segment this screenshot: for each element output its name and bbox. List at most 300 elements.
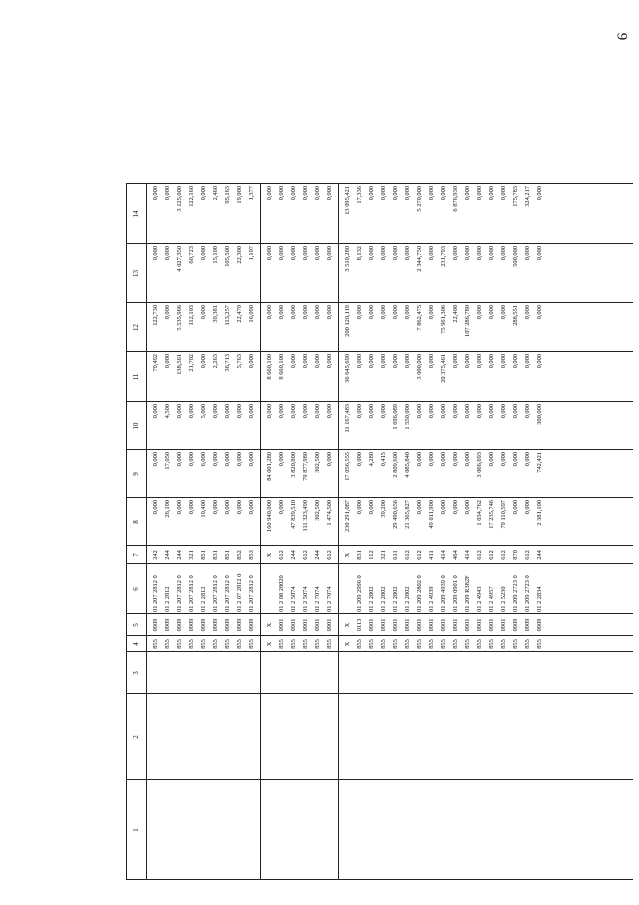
row-divider [338,184,339,880]
column-header: 4 [132,642,140,646]
code-cell: 01 209 2723 0 [524,575,531,612]
value-cell: 0,000 [404,246,411,261]
code-cell: X [344,622,351,628]
column-divider [126,302,633,303]
value-cell: 0,000 [248,500,255,515]
code-cell: 01 2 4943 [476,586,483,612]
column-divider [126,351,633,352]
value-cell: 0,000 [290,404,297,419]
code-cell: 855 [248,639,255,649]
column-header: 10 [132,422,140,430]
value-cell: 0,000 [278,404,285,419]
code-cell: 0909 [524,618,531,632]
value-cell: 231,793 [440,246,447,267]
value-cell: 0,000 [326,452,333,467]
value-cell: 21 365,827 [404,500,411,529]
value-cell: 0,000 [392,305,399,320]
value-cell: 0,000 [212,500,219,515]
value-cell: 95,163 [224,186,231,204]
value-cell: 0,000 [176,404,183,419]
value-cell: 39,381 [212,305,219,323]
value-cell: 300,000 [536,404,543,425]
column-header: 5 [132,623,140,627]
value-cell: 0,000 [368,305,375,320]
value-cell: 0,000 [428,354,435,369]
code-cell: 244 [536,550,543,560]
value-cell: 11 167,483 [344,404,351,433]
code-cell: 01 2 08 28020 [278,575,285,612]
value-cell: 175,783 [512,186,519,207]
value-cell: 0,000 [224,452,231,467]
code-cell: 01 2 07 2812 0 [236,573,243,612]
value-cell: 2 344,750 [416,246,423,272]
value-cell: 17,050 [164,452,171,470]
value-cell: 113,257 [224,305,231,326]
value-cell: 0,000 [404,186,411,201]
value-cell: 0,000 [500,246,507,261]
value-cell: 0,000 [224,404,231,419]
value-cell: 0,000 [500,452,507,467]
value-cell: 0,000 [536,186,543,201]
value-cell: 0,000 [512,404,519,419]
code-cell: 831 [212,550,219,560]
column-divider [126,879,633,880]
code-cell: 855 [500,639,507,649]
code-cell: X [266,622,273,628]
value-cell: 79,492 [152,354,159,372]
code-cell: 855 [440,639,447,649]
code-cell: 851 [200,550,207,560]
code-cell: 321 [380,550,387,560]
value-cell: 500,000 [512,246,519,267]
code-cell: 01 209 2723 0 [512,575,519,612]
code-cell: 855 [278,639,285,649]
value-cell: 0,000 [164,305,171,320]
value-cell: 0,000 [452,354,459,369]
value-cell: 0,000 [200,186,207,201]
code-cell: 855 [314,639,321,649]
value-cell: 0,000 [278,500,285,515]
code-cell: 414 [440,550,447,560]
column-divider [126,651,633,652]
code-cell: 01 2 5074 [290,586,297,612]
column-header: 8 [132,520,140,524]
value-cell: 0,000 [200,305,207,320]
code-cell: 612 [476,550,483,560]
value-cell: 0,000 [428,452,435,467]
code-cell: 01 209 R382F [464,575,471,612]
code-cell: 0909 [248,618,255,632]
code-cell: 0901 [368,618,375,632]
value-cell: 0,000 [200,354,207,369]
code-cell: 853 [248,550,255,560]
value-cell: 75 961,306 [440,305,447,334]
value-cell: 0,000 [302,305,309,320]
code-cell: 01 2 2802 [380,586,387,612]
column-divider [126,635,633,636]
value-cell: 0,000 [152,404,159,419]
value-cell: 0,000 [188,500,195,515]
code-cell: 01 207 2812 0 [152,575,159,612]
value-cell: 0,000 [302,246,309,261]
value-cell: 0,000 [380,186,387,201]
code-cell: 0901 [488,618,495,632]
code-cell: 0909 [236,618,243,632]
value-cell: 0,000 [278,452,285,467]
page-number: 9 [613,32,630,41]
value-cell: 0,000 [248,404,255,419]
code-cell: 01 209 0901 0 [452,575,459,612]
code-cell: 464 [452,550,459,560]
value-cell: 0,000 [326,305,333,320]
value-cell: 0,000 [266,404,273,419]
code-cell: 855 [416,639,423,649]
value-cell: 0,000 [356,500,363,515]
code-cell: 855 [236,639,243,649]
code-cell: 855 [524,639,531,649]
code-cell: 851 [224,550,231,560]
code-cell: 855 [356,639,363,649]
value-cell: 4 085,840 [404,452,411,478]
code-cell: 0901 [326,618,333,632]
value-cell: 0,000 [488,186,495,201]
value-cell: 0,000 [356,305,363,320]
code-cell: 855 [452,639,459,649]
value-cell: 21,702 [188,354,195,372]
code-cell: 0901 [500,618,507,632]
value-cell: 105,500 [224,246,231,267]
value-cell: 0,000 [392,246,399,261]
value-cell: 17 056,555 [344,452,351,481]
code-cell: 855 [212,639,219,649]
value-cell: 0,000 [500,305,507,320]
value-cell: 0,000 [524,452,531,467]
column-divider [126,563,633,564]
value-cell: 302,500 [314,500,321,521]
code-cell: X [266,552,273,558]
column-header: 14 [132,210,140,218]
code-cell: 0901 [278,618,285,632]
value-cell: 0,000 [266,246,273,261]
value-cell: 138,561 [176,354,183,375]
code-cell: 0909 [200,618,207,632]
value-cell: 20 375,461 [440,354,447,383]
value-cell: 13 095,421 [344,186,351,215]
value-cell: 0,000 [356,354,363,369]
value-cell: 0,000 [380,354,387,369]
value-cell: 29 490,656 [392,500,399,529]
value-cell: 0,000 [368,246,375,261]
value-cell: 0,000 [524,246,531,261]
value-cell: 0,000 [452,404,459,419]
code-cell: 01 209 2802 0 [416,575,423,612]
value-cell: 0,000 [380,246,387,261]
value-cell: 4 027,350 [176,246,183,272]
value-cell: 230 291,087 [344,500,351,532]
value-cell: 0,000 [452,500,459,515]
column-divider [126,779,633,780]
value-cell: 0,000 [500,186,507,201]
value-cell: 0,000 [224,500,231,515]
value-cell: 79 110,597 [500,500,507,529]
code-cell: 612 [278,550,285,560]
code-cell: 244 [314,550,321,560]
value-cell: 0,000 [302,186,309,201]
code-cell: 01 2 4957 [488,586,495,612]
code-cell: 244 [290,550,297,560]
code-cell: 0901 [404,618,411,632]
value-cell: 16,090 [248,305,255,323]
value-cell: 4,500 [164,404,171,419]
column-header: 11 [132,373,140,381]
code-cell: 0901 [380,618,387,632]
value-cell: 0,000 [512,452,519,467]
code-cell: 01 207 2812 0 [176,575,183,612]
value-cell: 19,000 [236,186,243,204]
value-cell: 160 940,000 [266,500,273,532]
value-cell: 0,000 [326,404,333,419]
value-cell: 6 876,930 [452,186,459,212]
row-divider [146,184,147,880]
value-cell: 7 862,475 [416,305,423,331]
value-cell: 1 474,500 [326,500,333,526]
value-cell: 3 000,000 [416,354,423,380]
row-divider [260,184,261,880]
value-cell: 0,000 [326,186,333,201]
code-cell: 855 [290,639,297,649]
value-cell: 0,000 [416,404,423,419]
value-cell: 3 066,693 [476,452,483,478]
code-cell: 855 [164,639,171,649]
value-cell: 0,000 [290,186,297,201]
value-cell: 0,000 [236,404,243,419]
code-cell: 01 207 2812 0 [188,575,195,612]
value-cell: 0,000 [524,305,531,320]
value-cell: 0,000 [356,404,363,419]
value-cell: 0,000 [488,404,495,419]
code-cell: 01 2 5074 [302,586,309,612]
value-cell: 0,000 [152,500,159,515]
value-cell: 1 550,000 [404,404,411,430]
value-cell: 0,000 [176,500,183,515]
code-cell: X [344,641,351,647]
value-cell: 1 034,762 [476,500,483,526]
value-cell: 2 809,600 [392,452,399,478]
value-cell: 0,000 [212,452,219,467]
value-cell: 0,000 [524,500,531,515]
value-cell: 0,000 [488,452,495,467]
value-cell: 0,000 [488,305,495,320]
code-cell: 01 2 2802 [368,586,375,612]
code-cell: 0113 [356,618,363,632]
code-cell: 0901 [302,618,309,632]
code-cell: 0909 [512,618,519,632]
value-cell: 0,000 [488,246,495,261]
column-header: 1 [132,828,140,832]
value-cell: 5 535,966 [176,305,183,331]
value-cell: 0,000 [164,354,171,369]
value-cell: 60,723 [188,246,195,264]
code-cell: X [266,641,273,647]
value-cell: 84 001,280 [266,452,273,481]
value-cell: 0,000 [404,305,411,320]
value-cell: 36,713 [224,354,231,372]
code-cell: 855 [476,639,483,649]
code-cell: 831 [356,550,363,560]
value-cell: 0,000 [404,354,411,369]
value-cell: 0,000 [164,246,171,261]
value-cell: 0,000 [164,186,171,201]
code-cell: 411 [428,550,435,560]
value-cell: 0,000 [476,246,483,261]
value-cell: 0,000 [368,186,375,201]
code-cell: 01 2 2812 [200,586,207,612]
code-cell: 855 [512,639,519,649]
value-cell: 0,000 [392,354,399,369]
code-cell: 01 207 2812 0 [212,575,219,612]
code-cell: 0901 [428,618,435,632]
column-divider [126,545,633,546]
code-cell: 244 [176,550,183,560]
value-cell: 3 510,280 [344,246,351,272]
value-cell: 0,000 [536,305,543,320]
code-cell: 01 207 2812 0 [224,575,231,612]
code-cell: 612 [326,550,333,560]
code-cell: 414 [464,550,471,560]
code-cell: 855 [428,639,435,649]
value-cell: 0,000 [476,354,483,369]
value-cell: 0,000 [278,246,285,261]
value-cell: 0,000 [380,404,387,419]
value-cell: 0,000 [464,500,471,515]
code-cell: 612 [302,550,309,560]
value-cell: 1 696,089 [392,404,399,430]
value-cell: 2,263 [212,354,219,369]
value-cell: 0,000 [476,186,483,201]
code-cell: 01 209 4939 0 [440,575,447,612]
value-cell: 122,730 [152,305,159,326]
column-divider [126,613,633,614]
value-cell: 0,000 [188,452,195,467]
code-cell: 321 [188,550,195,560]
value-cell: 5,000 [200,404,207,419]
code-cell: 0901 [416,618,423,632]
code-cell: 0901 [290,618,297,632]
value-cell: 122,160 [188,186,195,207]
value-cell: 36 645,690 [344,354,351,383]
value-cell: 0,000 [416,452,423,467]
column-divider [126,401,633,402]
code-cell: 01 2 2834 [536,586,543,612]
code-cell: 855 [404,639,411,649]
value-cell: 0,000 [524,404,531,419]
code-cell: 0909 [536,618,543,632]
code-cell: 01 2 2802 [404,586,411,612]
value-cell: 0,000 [266,305,273,320]
value-cell: 5 270,000 [416,186,423,212]
row-divider [126,184,127,880]
value-cell: 0,000 [476,305,483,320]
value-cell: 0,000 [524,354,531,369]
code-cell: 870 [512,550,519,560]
value-cell: 0,000 [326,246,333,261]
value-cell: 0,000 [476,404,483,419]
value-cell: 22,470 [236,305,243,323]
value-cell: 0,000 [464,246,471,261]
column-header: 7 [132,553,140,557]
code-cell: 612 [524,550,531,560]
value-cell: 17,336 [356,186,363,204]
value-cell: 112,103 [188,305,195,326]
value-cell: 5,763 [236,354,243,369]
value-cell: 0,000 [314,354,321,369]
value-cell: 302,500 [314,452,321,473]
value-cell: 0,000 [152,246,159,261]
code-cell: 01 2 7074 [326,586,333,612]
code-cell: 0901 [392,618,399,632]
code-cell: 0901 [440,618,447,632]
value-cell: 47 839,510 [290,500,297,529]
value-cell: 4,280 [368,452,375,467]
value-cell: 0,000 [326,354,333,369]
value-cell: 0,000 [500,404,507,419]
code-cell: 855 [368,639,375,649]
code-cell: 01 209 2996 0 [356,575,363,612]
column-header: 12 [132,324,140,331]
value-cell: 6,000 [200,452,207,467]
column-header: 9 [132,472,140,476]
value-cell: 0,000 [440,500,447,515]
code-cell: X [344,552,351,558]
code-cell: 0901 [314,618,321,632]
code-cell: 244 [164,550,171,560]
value-cell: 0,000 [314,246,321,261]
value-cell: 0,000 [464,354,471,369]
code-cell: 01 2 2812 [164,586,171,612]
code-cell: 612 [488,550,495,560]
column-divider [126,243,633,244]
value-cell: 0,000 [500,354,507,369]
value-cell: 0,000 [278,186,285,201]
code-cell: 855 [380,639,387,649]
value-cell: 0,000 [248,354,255,369]
code-cell: 01 2 2802 [392,586,399,612]
value-cell: 0,000 [536,354,543,369]
value-cell: 0,000 [428,404,435,419]
value-cell: 0,000 [236,452,243,467]
value-cell: 0,000 [200,246,207,261]
value-cell: 8 660,100 [278,354,285,380]
column-divider [126,449,633,450]
code-cell: 01 2 5230 [500,586,507,612]
code-cell: 611 [392,550,399,560]
value-cell: 2,460 [212,186,219,201]
value-cell: 1,377 [248,186,255,201]
value-cell: 288,551 [512,305,519,326]
code-cell: 852 [236,550,243,560]
value-cell: 8,132 [356,246,363,261]
value-cell: 10,400 [200,500,207,518]
value-cell: 22,300 [236,246,243,264]
code-cell: 855 [302,639,309,649]
code-cell: 855 [224,639,231,649]
value-cell: 0,000 [212,404,219,419]
value-cell: 0,000 [368,404,375,419]
column-divider [126,497,633,498]
value-cell: 0,000 [440,452,447,467]
value-cell: 0,000 [488,354,495,369]
code-cell: 0909 [224,618,231,632]
